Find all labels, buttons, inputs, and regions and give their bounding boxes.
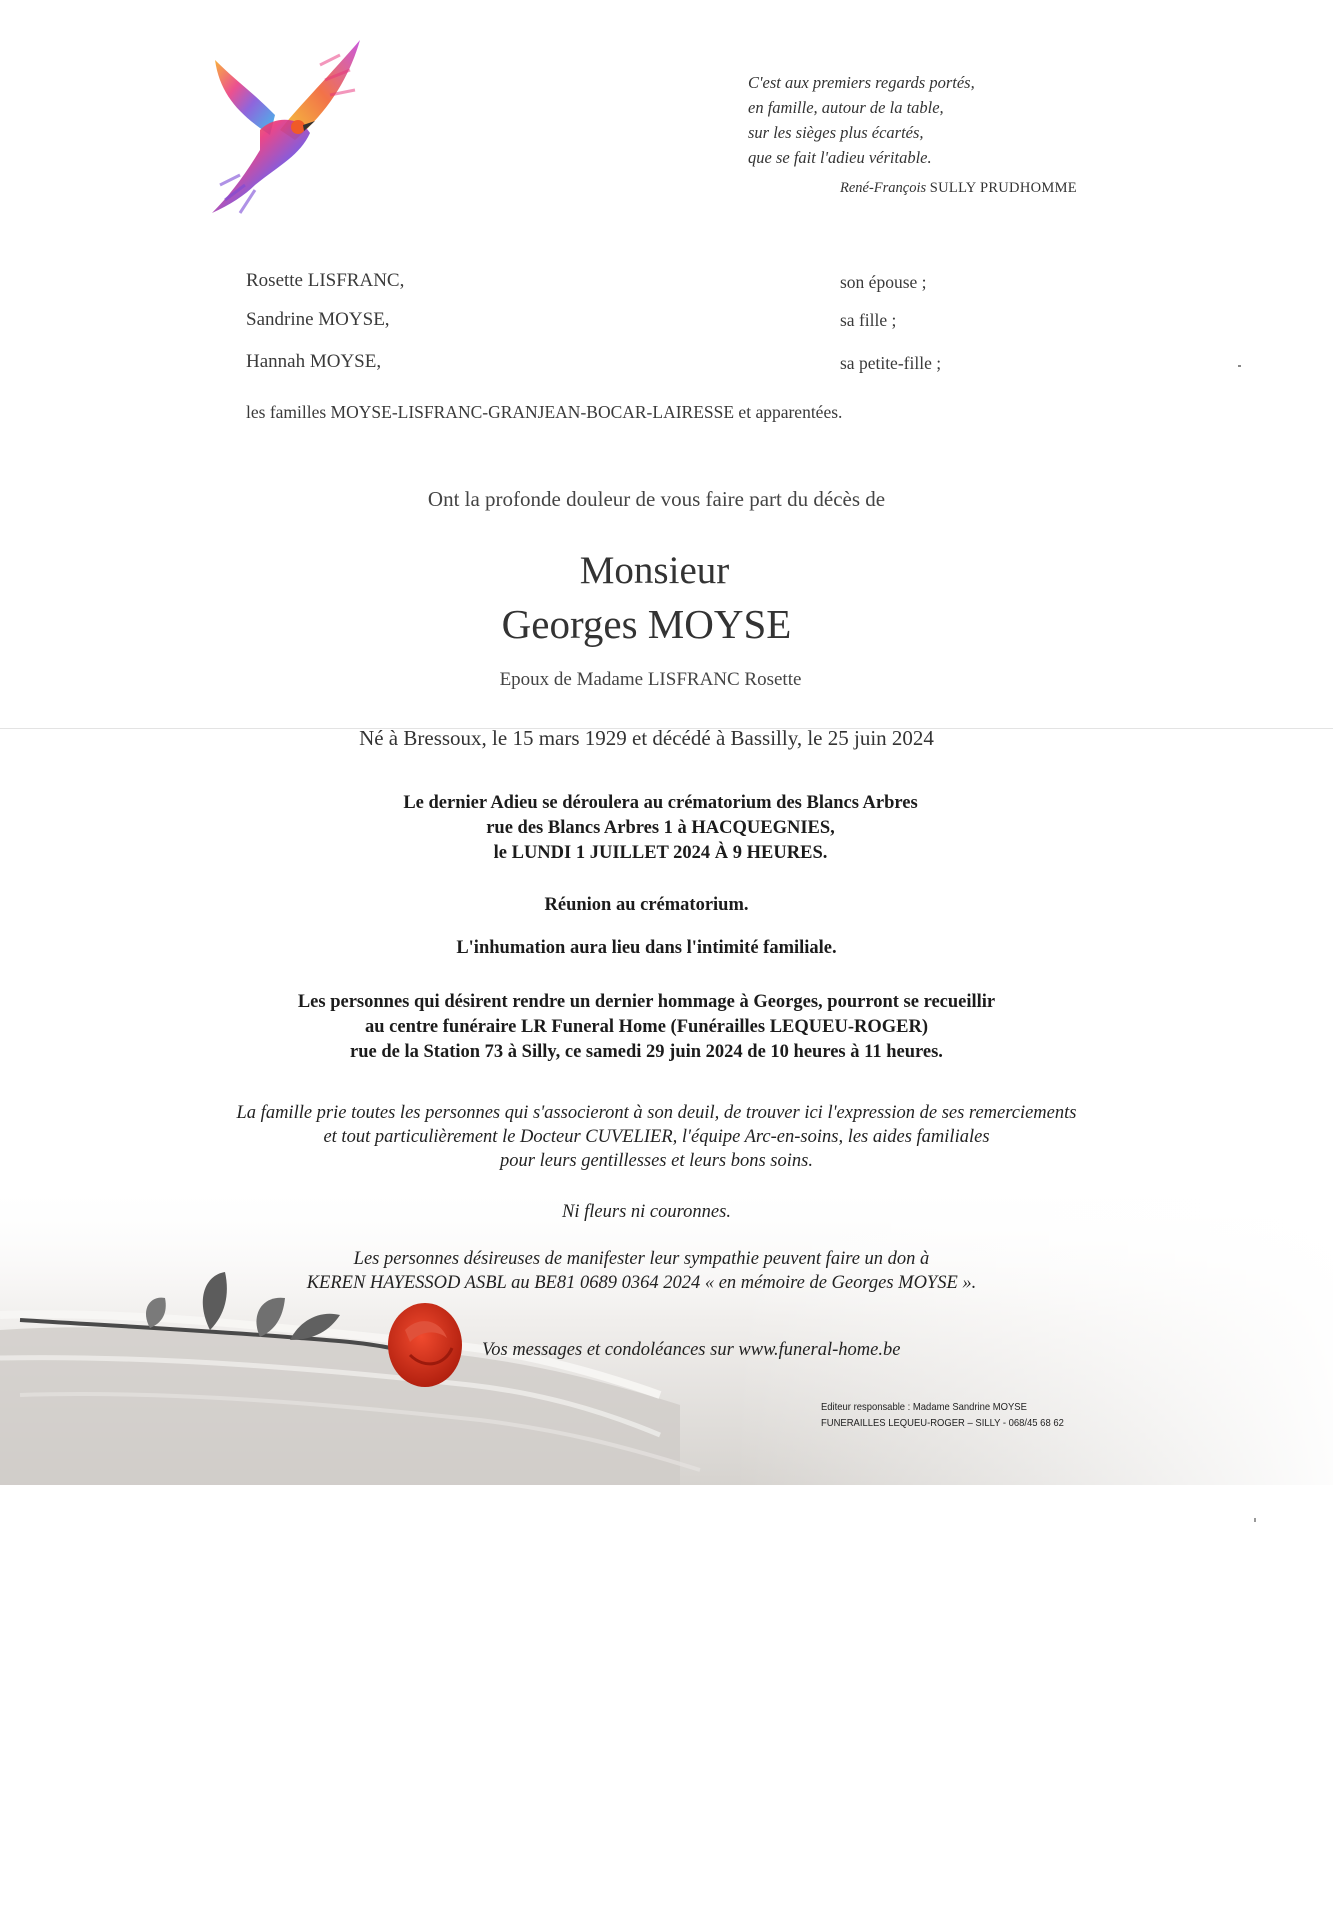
burial-line: L'inhumation aura lieu dans l'intimité familiale. bbox=[456, 938, 837, 958]
family-row bbox=[246, 351, 942, 373]
thanks-line: et tout particulièrement le Docteur CUVELIER, l'équipe Arc-en-soins, les aides familiales bbox=[323, 1127, 990, 1147]
poem-line: C'est aux premiers regards portés, bbox=[748, 73, 975, 92]
thanks-line: La famille prie toutes les personnes qui s'associeront à son deuil, de trouver ici l'expression de ses remerciements bbox=[236, 1103, 1077, 1123]
deceased-name: Georges MOYSE bbox=[501, 601, 792, 647]
family-member-name: Rosette LISFRANC, bbox=[246, 270, 405, 291]
poem-author-first: René-François bbox=[840, 180, 927, 196]
publisher-line: FUNERAILLES LEQUEU-ROGER – SILLY - 068/45 68 62 bbox=[821, 1417, 1064, 1429]
poem-line: sur les sièges plus écartés, bbox=[748, 123, 924, 142]
birth-death-dates: Né à Bressoux, le 15 mars 1929 et décédé à Bassilly, le 25 juin 2024 bbox=[359, 726, 934, 750]
families-line: les familles MOYSE-LISFRANC-GRANJEAN-BOCAR-LAIRESSE et apparentées. bbox=[246, 402, 843, 422]
ceremony-line: le LUNDI 1 JUILLET 2024 À 9 HEURES. bbox=[493, 843, 828, 863]
poem-author-last: SULLY PRUDHOMME bbox=[929, 180, 1077, 196]
scan-speck bbox=[1254, 1518, 1256, 1522]
spouse-line: Epoux de Madame LISFRANC Rosette bbox=[499, 669, 802, 690]
thanks-line: pour leurs gentillesses et leurs bons soins. bbox=[500, 1151, 813, 1171]
ceremony-line: rue des Blancs Arbres 1 à HACQUEGNIES, bbox=[486, 818, 835, 838]
family-member-name: Sandrine MOYSE, bbox=[246, 309, 390, 330]
family-row bbox=[246, 309, 897, 331]
poem-line: en famille, autour de la table, bbox=[748, 98, 944, 117]
family-member-name: Hannah MOYSE, bbox=[246, 351, 382, 372]
donation-block bbox=[0, 1247, 1308, 1295]
viewing-block bbox=[0, 990, 1313, 1065]
announcement-intro: Ont la profonde douleur de vous faire part du décès de bbox=[427, 487, 886, 511]
publisher-block bbox=[821, 1399, 1091, 1431]
viewing-line: au centre funéraire LR Funeral Home (Funérailles LEQUEU-ROGER) bbox=[365, 1017, 928, 1037]
poem-author bbox=[840, 176, 1108, 201]
family-member-relation: sa fille ; bbox=[840, 310, 897, 330]
poem-block bbox=[748, 70, 1108, 201]
donation-line: KEREN HAYESSOD ASBL au BE81 0689 0364 2024 « en mémoire de Georges MOYSE ». bbox=[306, 1273, 977, 1293]
publisher-line: Editeur responsable : Madame Sandrine MOYSE bbox=[821, 1401, 1027, 1413]
phoenix-bird-logo bbox=[200, 35, 380, 220]
deceased-title: Monsieur bbox=[579, 549, 730, 592]
donation-line: Les personnes désireuses de manifester leur sympathie peuvent faire un don à bbox=[353, 1249, 930, 1269]
family-member-relation: son épouse ; bbox=[840, 272, 927, 292]
reunion-line: Réunion au crématorium. bbox=[544, 895, 749, 915]
rose-on-beach-image bbox=[0, 1180, 1333, 1485]
scan-speck bbox=[1238, 365, 1241, 367]
poem-line: que se fait l'adieu véritable. bbox=[748, 148, 932, 167]
condolences-line: Vos messages et condoléances sur www.funeral-home.be bbox=[482, 1340, 901, 1360]
no-flowers-line: Ni fleurs ni couronnes. bbox=[562, 1202, 731, 1222]
family-row bbox=[246, 270, 927, 292]
ceremony-line: Le dernier Adieu se déroulera au crématorium des Blancs Arbres bbox=[403, 793, 918, 813]
thanks-block bbox=[0, 1101, 1323, 1173]
family-member-relation: sa petite-fille ; bbox=[840, 353, 942, 373]
viewing-line: rue de la Station 73 à Silly, ce samedi 29 juin 2024 de 10 heures à 11 heures. bbox=[350, 1042, 943, 1062]
ceremony-block bbox=[0, 791, 1327, 866]
viewing-line: Les personnes qui désirent rendre un dernier hommage à Georges, pourront se recueillir bbox=[297, 992, 996, 1012]
